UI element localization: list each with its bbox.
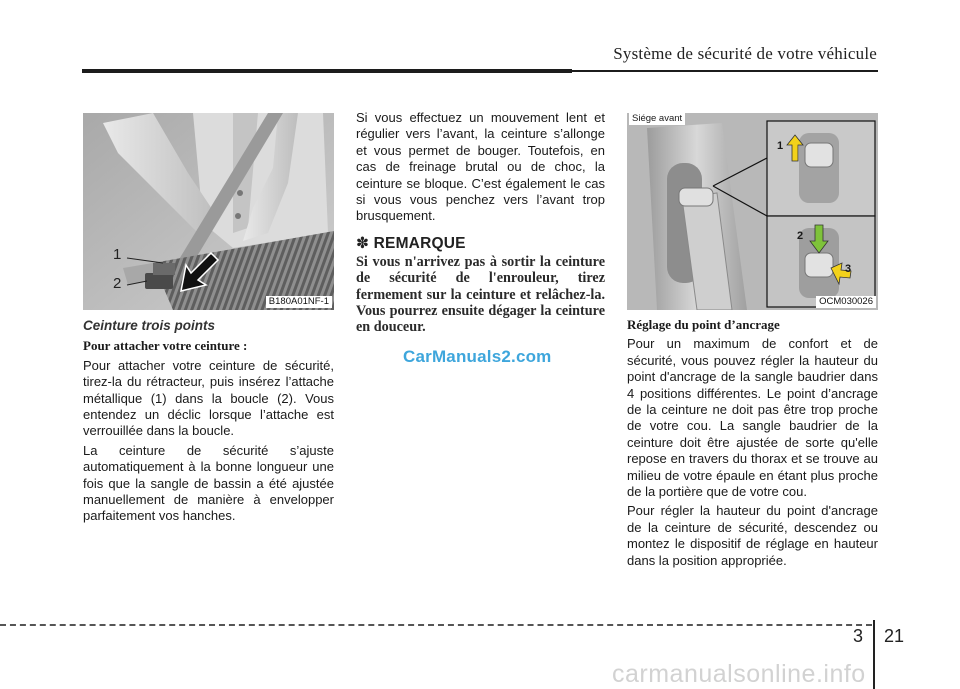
page-divider <box>873 620 875 689</box>
figure-code: OCM030026 <box>816 296 876 308</box>
anchor-adjust-illustration <box>627 113 878 310</box>
callout-2: 2 <box>113 275 122 292</box>
paragraph-adjust: La ceinture de sécurité s’ajuste automatiquement à la bonne longueur une fois que la sangle de bassin a été ajustée manuellement de manière à envelopper parfaitement vos hanches. <box>83 442 334 524</box>
anchor-adjust-drawing <box>627 113 878 310</box>
callout-3: 3 <box>845 263 852 275</box>
paragraph-anchor-comfort: Pour un maximum de confort et de sécurité, vous pouvez régler la hauteur du point d'ancrage de la sangle baudrier dans 4 positions différentes. Le point d’ancrage de la ceinture ne doit pas être trop proche de votre cou. La sangle baudrier de la ceinture doit être ajustée de sorte qu'elle repose en travers du thorax et se trouve au milieu de votre épaule en étant plus proche de la portière que de votre cou. <box>627 336 878 500</box>
section-number: 3 <box>853 626 864 646</box>
page-number: 21 <box>884 626 905 646</box>
callout-1: 1 <box>777 140 784 152</box>
header-rule <box>82 69 572 73</box>
subheading-anchor: Réglage du point d’ancrage <box>627 317 780 332</box>
figure-code: B180A01NF-1 <box>266 296 332 308</box>
footer-rule <box>0 624 872 626</box>
paragraph-fasten: Pour attacher votre ceinture de sécurité, tirez-la du rétracteur, puis insérez l’attache métallique (1) dans la boucle (2). Vous entendez un déclic lorsque l’attache est verrouillée dans la boucle. <box>83 357 334 439</box>
footer-watermark[interactable]: carmanualsonline.info <box>612 660 866 688</box>
paragraph-retractor: Si vous effectuez un mouvement lent et régulier vers l’avant, la ceinture s’allonge et vous permet de bouger. Toutefois, en cas de freinage brutal ou de choc, la ceinture se bloque. C’est également le cas si vous vous penchez vers l’avant trop brusquement. <box>356 110 605 224</box>
subheading-fasten: Pour attacher votre ceinture : <box>83 338 248 354</box>
column-1 <box>83 318 334 528</box>
note-symbol-icon: ✽ <box>356 235 370 252</box>
callout-1: 1 <box>113 246 122 263</box>
site-watermark[interactable]: CarManuals2.com <box>403 347 552 366</box>
column-2 <box>356 110 605 228</box>
running-header: Système de sécurité de votre véhicule <box>613 44 877 63</box>
note-body: Si vous n'arrivez pas à sortir la ceinture de sécurité de l'enrouleur, tirez fermement sur la ceinture et relâchez-la. Vous pourrez ensuite dégager la ceinture en douceur. <box>356 254 605 336</box>
callout-2: 2 <box>797 230 804 242</box>
paragraph-anchor-adjust: Pour régler la hauteur du point d'ancrage de la ceinture de sécurité, descendez ou montez le dispositif de réglage en hauteur dans la position appropriée. <box>627 503 878 568</box>
header-rule-thin <box>572 70 878 72</box>
seatbelt-buckle-illustration <box>83 113 334 310</box>
figure-caption: Ceinture trois points <box>83 318 216 333</box>
figure-label: Siége avant <box>629 113 685 125</box>
note-heading <box>356 234 605 253</box>
note-title: REMARQUE <box>373 235 466 252</box>
column-3 <box>627 317 878 572</box>
